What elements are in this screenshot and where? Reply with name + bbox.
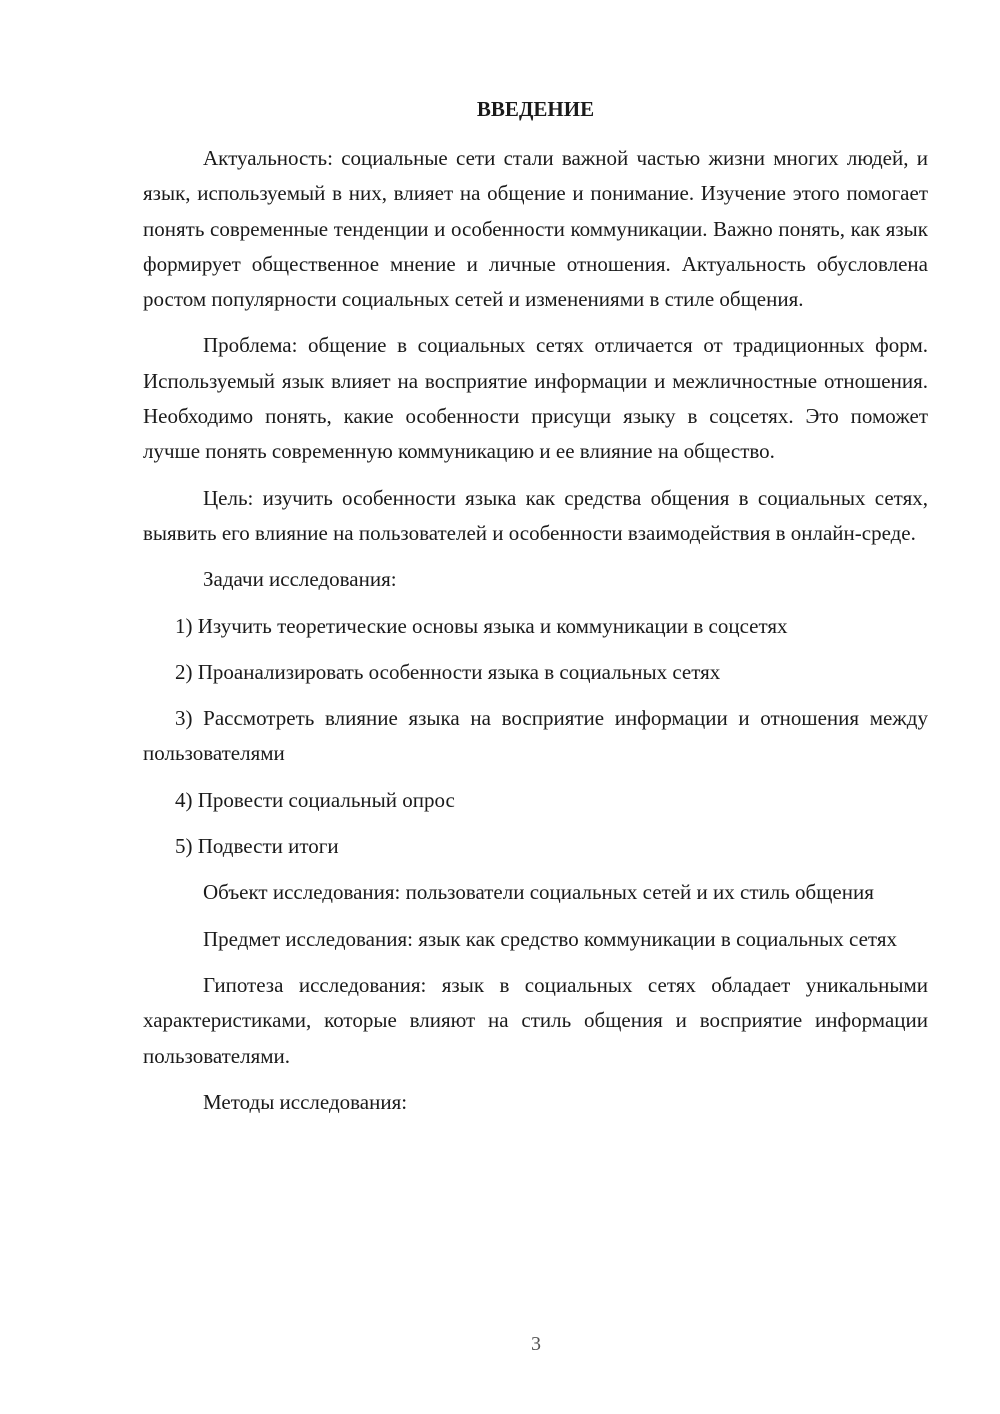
paragraph-relevance: Актуальность: социальные сети стали важной частью жизни многих людей, и язык, используемый в них, влияет на общение и понимание. Изучение этого помогает понять современные тенденции и особенности коммуникации. Важно понять, как язык формирует общественное мнение и личные отношения. Актуальность обусловлена ростом популярности социальных сетей и изменениями в стиле общения. <box>143 146 928 312</box>
task-item-3: 3) Рассмотреть влияние языка на восприятие информации и отношения между пользователями <box>143 706 928 766</box>
paragraph-tasks-title: Задачи исследования: <box>203 567 397 592</box>
page-number: 3 <box>531 1333 541 1355</box>
task-item-1: 1) Изучить теоретические основы языка и коммуникации в соцсетях <box>175 613 788 638</box>
paragraph-methods: Методы исследования: <box>203 1089 408 1114</box>
task-item-2: 2) Проанализировать особенности языка в социальных сетях <box>175 659 721 684</box>
paragraph-problem: Проблема: общение в социальных сетях отличается от традиционных форм. Используемый язык влияет на восприятие информации и межличностные отношения. Необходимо понять, какие особенности присущи языку в соцсетях. Это поможет лучше понять современную коммуникацию и ее влияние на общество. <box>143 333 928 464</box>
paragraph-goal: Цель: изучить особенности языка как средства общения в социальных сетях, выявить его влияние на пользователей и особенности взаимодействия в онлайн-среде. <box>143 485 928 545</box>
document-page <box>143 92 928 1131</box>
paragraph-hypothesis: Гипотеза исследования: язык в социальных сетях обладает уникальными характеристиками, которые влияют на стиль общения и восприятие информации пользователями. <box>143 972 928 1068</box>
task-item-5: 5) Подвести итоги <box>175 834 339 859</box>
paragraph-subject: Предмет исследования: язык как средство коммуникации в социальных сетях <box>203 926 897 951</box>
section-heading: ВВЕДЕНИЕ <box>476 97 595 121</box>
task-item-4: 4) Провести социальный опрос <box>175 787 455 812</box>
paragraph-object: Объект исследования: пользователи социальных сетей и их стиль общения <box>203 880 874 905</box>
